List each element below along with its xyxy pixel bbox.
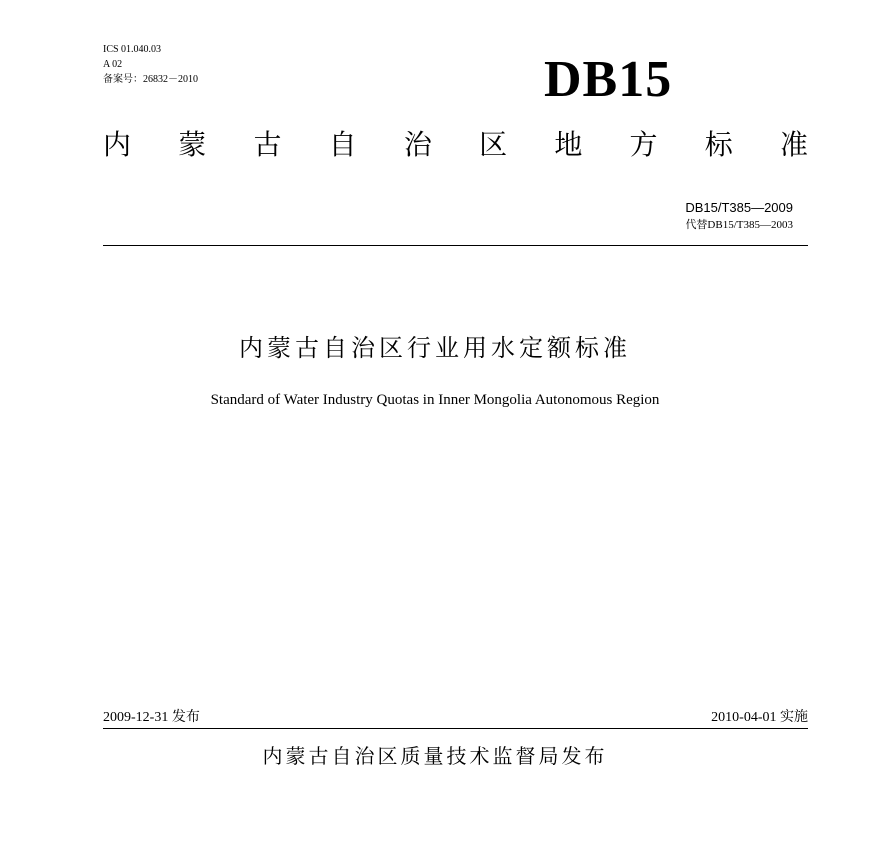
standard-type-char: 自 xyxy=(328,128,357,161)
standard-type-char: 标 xyxy=(704,128,733,161)
issuing-authority: 内蒙古自治区质量技术监督局发布 xyxy=(262,744,608,768)
document-title-chinese: 内蒙古自治区行业用水定额标准 xyxy=(239,334,631,362)
standard-type-char: 内 xyxy=(103,128,132,161)
bottom-divider xyxy=(103,728,808,729)
standard-type-char: 蒙 xyxy=(178,128,207,161)
standard-type-char: 古 xyxy=(253,128,282,161)
standard-type-char: 地 xyxy=(554,128,583,161)
document-title-english: Standard of Water Industry Quotas in Inner Mongolia Autonomous Region xyxy=(210,392,660,408)
filing-number: 备案号：26832－2010 xyxy=(103,74,198,85)
replaces-standard: 代替DB15/T385—2003 xyxy=(685,219,793,231)
implementation-date: 2010-04-01 实施 xyxy=(711,710,808,725)
standard-type-char: 方 xyxy=(629,128,658,161)
ics-code: ICS 01.040.03 xyxy=(103,44,162,55)
standard-number: DB15/T385—2009 xyxy=(685,200,793,215)
standard-type-heading xyxy=(103,127,808,163)
top-divider xyxy=(103,245,808,246)
standard-code-logo: DB15 xyxy=(544,51,673,108)
standard-type-char: 准 xyxy=(779,128,808,161)
issue-date: 2009-12-31 发布 xyxy=(103,710,200,725)
standard-type-char: 治 xyxy=(403,128,432,161)
standard-type-char: 区 xyxy=(479,128,508,161)
classification-code: A 02 xyxy=(103,59,123,70)
